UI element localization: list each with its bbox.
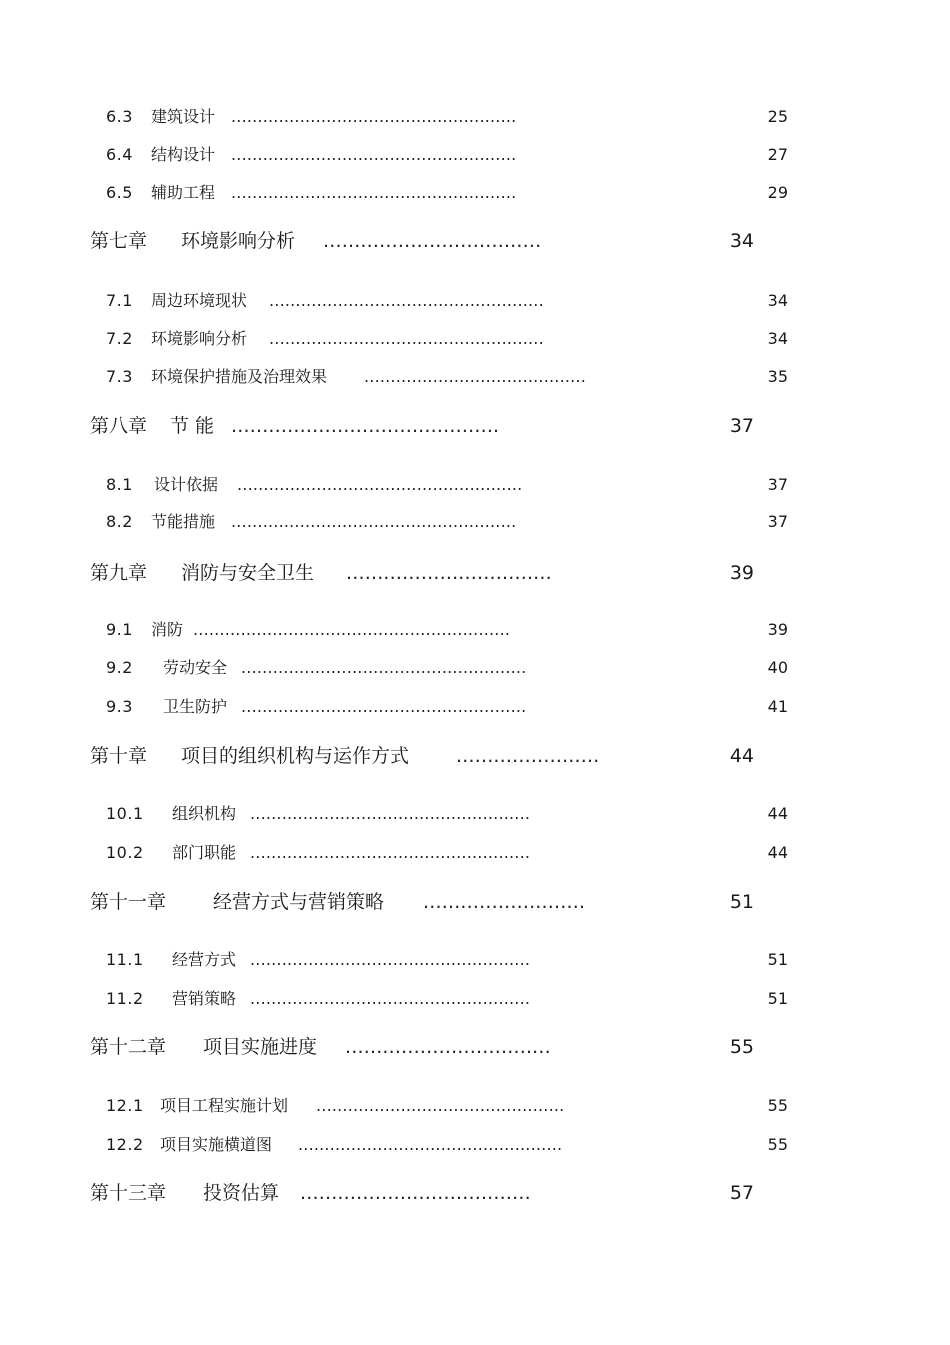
toc-entry-leader: ..................................................... [250,950,531,969]
toc-entry-page: 25 [767,107,788,126]
toc-entry-number: 第九章 [90,562,148,584]
toc-entry-page: 29 [767,183,788,202]
toc-entry-leader: ..................................................... [250,989,531,1008]
toc-entry-number: 9.3 [106,697,133,716]
toc-entry-leader: ...................................................... [231,512,517,531]
toc-entry-title: 建筑设计 [151,107,216,126]
toc-entry-number: 第十二章 [90,1036,167,1058]
toc-entry-page: 39 [729,562,754,584]
toc-entry-title: 环境影响分析 [151,329,248,348]
toc-entry-number: 10.1 [106,804,144,823]
toc-entry-number: 6.3 [106,107,133,126]
toc-entry-page: 44 [729,745,754,767]
toc-entry-title: 节能措施 [151,512,216,531]
toc-entry-page: 34 [767,329,788,348]
toc-entry-title: 项目工程实施计划 [160,1096,289,1115]
toc-entry-page: 35 [767,367,788,386]
toc-entry-number: 12.1 [106,1096,144,1115]
toc-entry-page: 37 [729,415,754,437]
toc-entry-number: 10.2 [106,843,144,862]
toc-entry-page: 44 [767,804,788,823]
toc-entry-leader: ..................................... [300,1182,531,1204]
toc-entry-page: 51 [767,989,788,1008]
toc-entry-number: 6.4 [106,145,133,164]
toc-entry-number: 第十一章 [90,891,167,913]
toc-entry-title: 部门职能 [172,843,237,862]
toc-entry-page: 51 [767,950,788,969]
toc-entry-title: 经营方式与营销策略 [213,891,385,913]
toc-entry-number: 11.2 [106,989,144,1008]
toc-entry-leader: ...................................................... [231,107,517,126]
toc-entry-title: 结构设计 [151,145,216,164]
toc-entry-leader: .................................................... [269,329,544,348]
toc-entry-number: 7.2 [106,329,133,348]
toc-entry-leader: .................................................. [298,1135,563,1154]
toc-entry-leader: .......................... [423,891,586,913]
toc-entry-title: 投资估算 [203,1182,280,1204]
toc-entry-leader: ...................................................... [231,183,517,202]
toc-entry-title: 项目的组织机构与运作方式 [181,745,410,767]
toc-entry-title: 环境保护措施及治理效果 [151,367,328,386]
toc-entry-leader: .......................................... [364,367,587,386]
toc-entry-title: 辅助工程 [151,183,216,202]
toc-entry-page: 34 [729,230,754,252]
toc-entry-number: 9.2 [106,658,133,677]
toc-entry-title: 周边环境现状 [151,291,248,310]
toc-entry-page: 57 [729,1182,754,1204]
toc-entry-title: 项目实施进度 [203,1036,318,1058]
toc-entry-number: 8.2 [106,512,133,531]
toc-entry-number: 12.2 [106,1135,144,1154]
toc-entry-number: 6.5 [106,183,133,202]
toc-entry-leader: ...................................................... [241,697,527,716]
toc-entry-leader: ...................................................... [241,658,527,677]
toc-entry-page: 27 [767,145,788,164]
toc-entry-leader: ...................................................... [237,475,523,494]
toc-entry-title: 设计依据 [154,475,219,494]
toc-entry-title: 项目实施横道图 [160,1135,273,1154]
toc-entry-page: 55 [767,1096,788,1115]
toc-entry-title: 卫生防护 [163,697,228,716]
toc-entry-page: 37 [767,475,788,494]
toc-entry-title: 经营方式 [172,950,237,969]
toc-entry-leader: ....................... [456,745,600,767]
toc-entry-page: 55 [767,1135,788,1154]
toc-entry-title: 消防 [151,620,184,639]
toc-entry-leader: ............................................................ [193,620,511,639]
toc-entry-number: 11.1 [106,950,144,969]
toc-entry-leader: ................................... [323,230,542,252]
toc-entry-title: 组织机构 [172,804,237,823]
toc-entry-number: 第八章 [90,415,148,437]
toc-entry-leader: .................................................... [269,291,544,310]
toc-entry-title: 环境影响分析 [181,230,296,252]
toc-entry-leader: ................................. [346,562,552,584]
toc-entry-page: 55 [729,1036,754,1058]
toc-entry-leader: ...................................................... [231,145,517,164]
toc-entry-page: 51 [729,891,754,913]
toc-entry-number: 8.1 [106,475,133,494]
toc-entry-leader: ..................................................... [250,843,531,862]
toc-entry-page: 37 [767,512,788,531]
toc-entry-page: 40 [767,658,788,677]
toc-entry-leader: ..................................................... [250,804,531,823]
toc-entry-number: 7.3 [106,367,133,386]
toc-entry-leader: ........................................... [231,415,500,437]
toc-entry-title: 营销策略 [172,989,237,1008]
toc-entry-page: 44 [767,843,788,862]
toc-entry-title: 劳动安全 [163,658,228,677]
toc-entry-leader: ............................................... [316,1096,565,1115]
toc-entry-page: 34 [767,291,788,310]
toc-entry-number: 第十章 [90,745,148,767]
toc-entry-number: 9.1 [106,620,133,639]
toc-entry-title: 节 能 [170,415,215,437]
toc-entry-number: 第十三章 [90,1182,167,1204]
toc-entry-leader: ................................. [345,1036,551,1058]
toc-entry-number: 第七章 [90,230,148,252]
toc-entry-page: 41 [767,697,788,716]
toc-entry-title: 消防与安全卫生 [181,562,315,584]
toc-entry-number: 7.1 [106,291,133,310]
toc-entry-page: 39 [767,620,788,639]
